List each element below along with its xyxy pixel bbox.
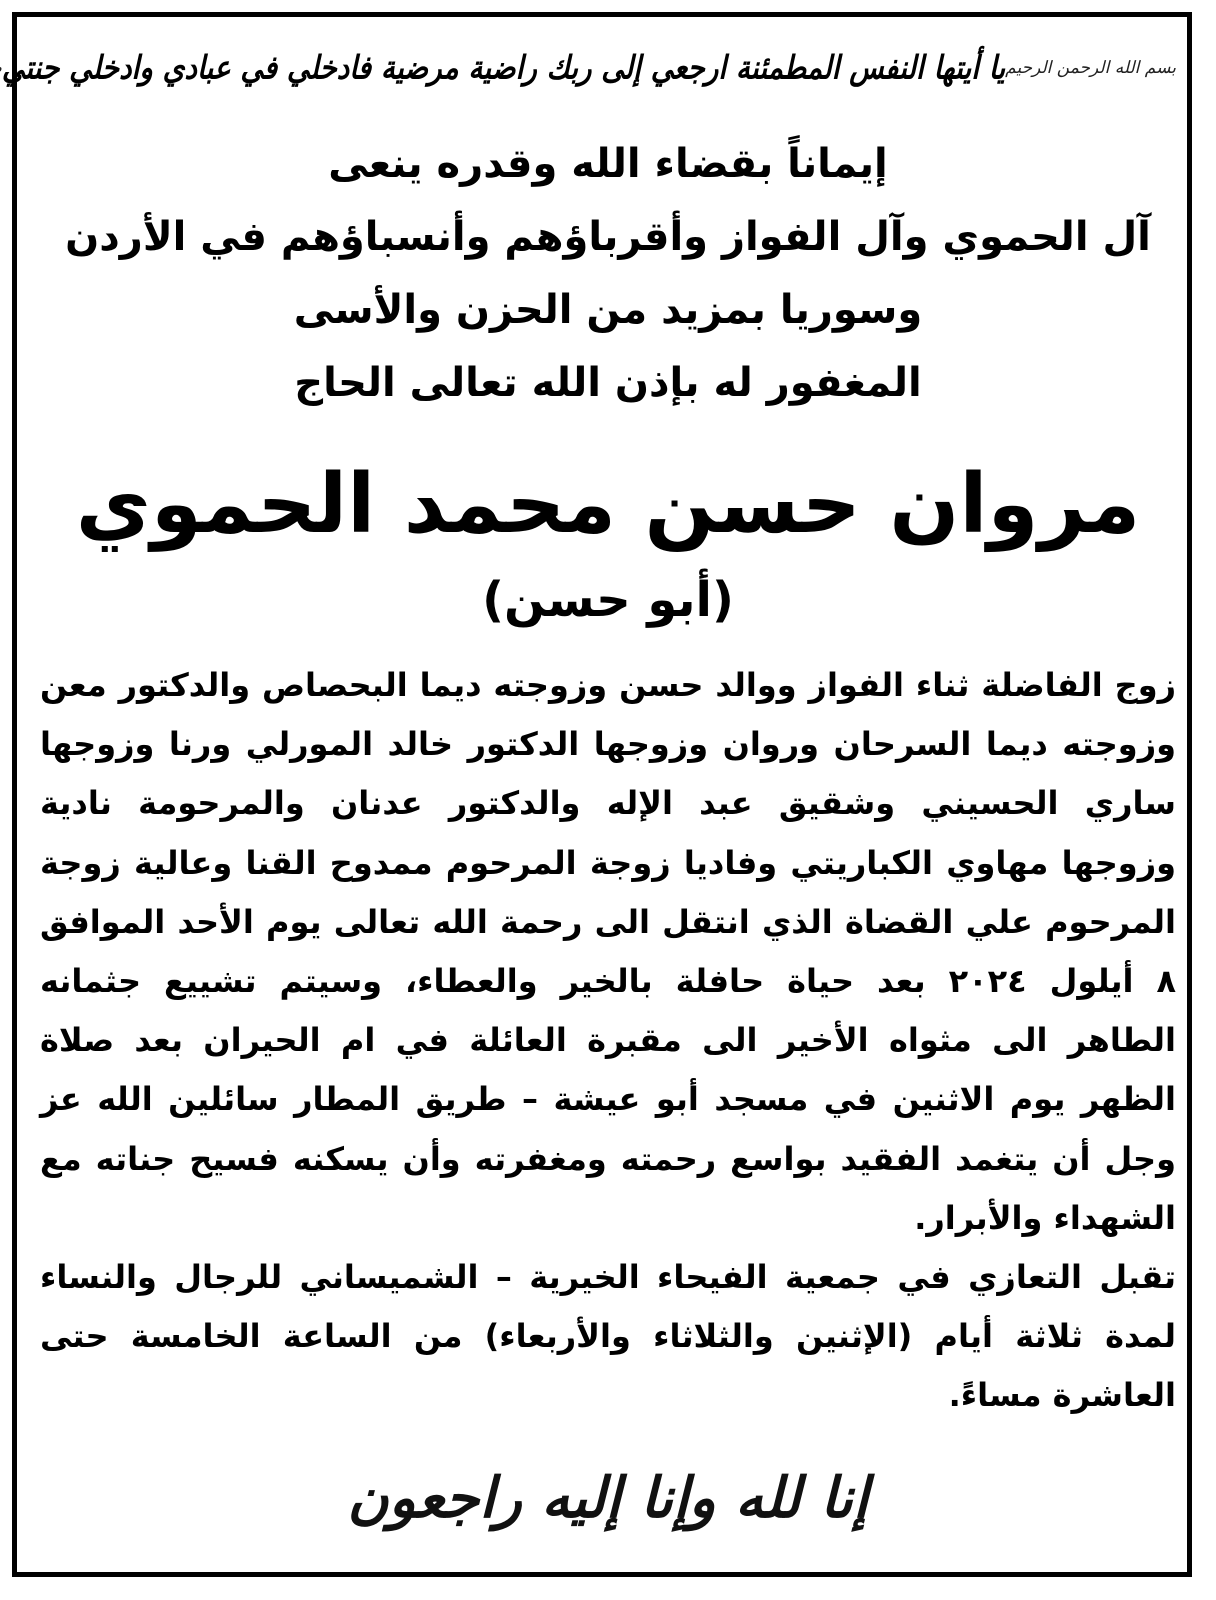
footer-verse: إنا لله وإنا إليه راجعون bbox=[347, 1465, 869, 1531]
body-paragraph-condolences: تقبل التعازي في جمعية الفيحاء الخيرية – الشميساني للرجال والنساء لمدة ثلاثة أيام (الإثنين والثلاثاء والأربعاء) من الساعة الخامسة حتى العاشرة مساءً. bbox=[40, 1258, 1176, 1415]
announcement-intro bbox=[40, 128, 1176, 420]
intro-line-1: إيماناً بقضاء الله وقدره ينعى bbox=[328, 141, 888, 187]
intro-line-2: آل الحموي وآل الفواز وأقرباؤهم وأنسباؤهم في الأردن bbox=[65, 214, 1151, 260]
intro-line-3: وسوريا بمزيد من الحزن والأسى bbox=[293, 287, 923, 333]
basmala-text: بسم الله الرحمن الرحيم bbox=[1005, 57, 1176, 78]
deceased-name: مروان حسن محمد الحموي bbox=[75, 457, 1141, 552]
body-paragraph-family: زوج الفاضلة ثناء الفواز ووالد حسن وزوجته ديما البحصاص والدكتور معن وزوجته ديما السرحان وروان وزوجها الدكتور خالد المورلي ورنا وزوجها ساري الحسيني وشقيق عبد الإله والدكتور عدنان والمرحومة نادية وزوجها مهاوي الكباريتي وفاديا زوجة المرحوم ممدوح القنا وعالية زوجة المرحوم علي القضاة الذي انتقل الى رحمة الله تعالى يوم الأحد الموافق ٨ أيلول ٢٠٢٤ بعد حياة حافلة بالخير والعطاء، وسيتم تشييع جثمانه الطاهر الى مثواه الأخير الى مقبرة العائلة في ام الحيران بعد صلاة الظهر يوم الاثنين في مسجد أبو عيشة – طريق المطار سائلين الله عز وجل أن يتغمد الفقيد بواسع رحمته ومغفرته وأن يسكنه فسيح جناته مع الشهداء والأبرار. bbox=[40, 666, 1177, 1237]
obituary-body bbox=[40, 656, 1176, 1426]
quran-verse: يا أيتها النفس المطمئنة ارجعي إلى ربك راضية مرضية فادخلي في عبادي وادخلي جنتي bbox=[1, 48, 1006, 87]
deceased-nickname: (أبو حسن) bbox=[482, 572, 734, 628]
intro-line-4: المغفور له بإذن الله تعالى الحاج bbox=[294, 360, 922, 406]
header-verse-band bbox=[1, 30, 1176, 105]
